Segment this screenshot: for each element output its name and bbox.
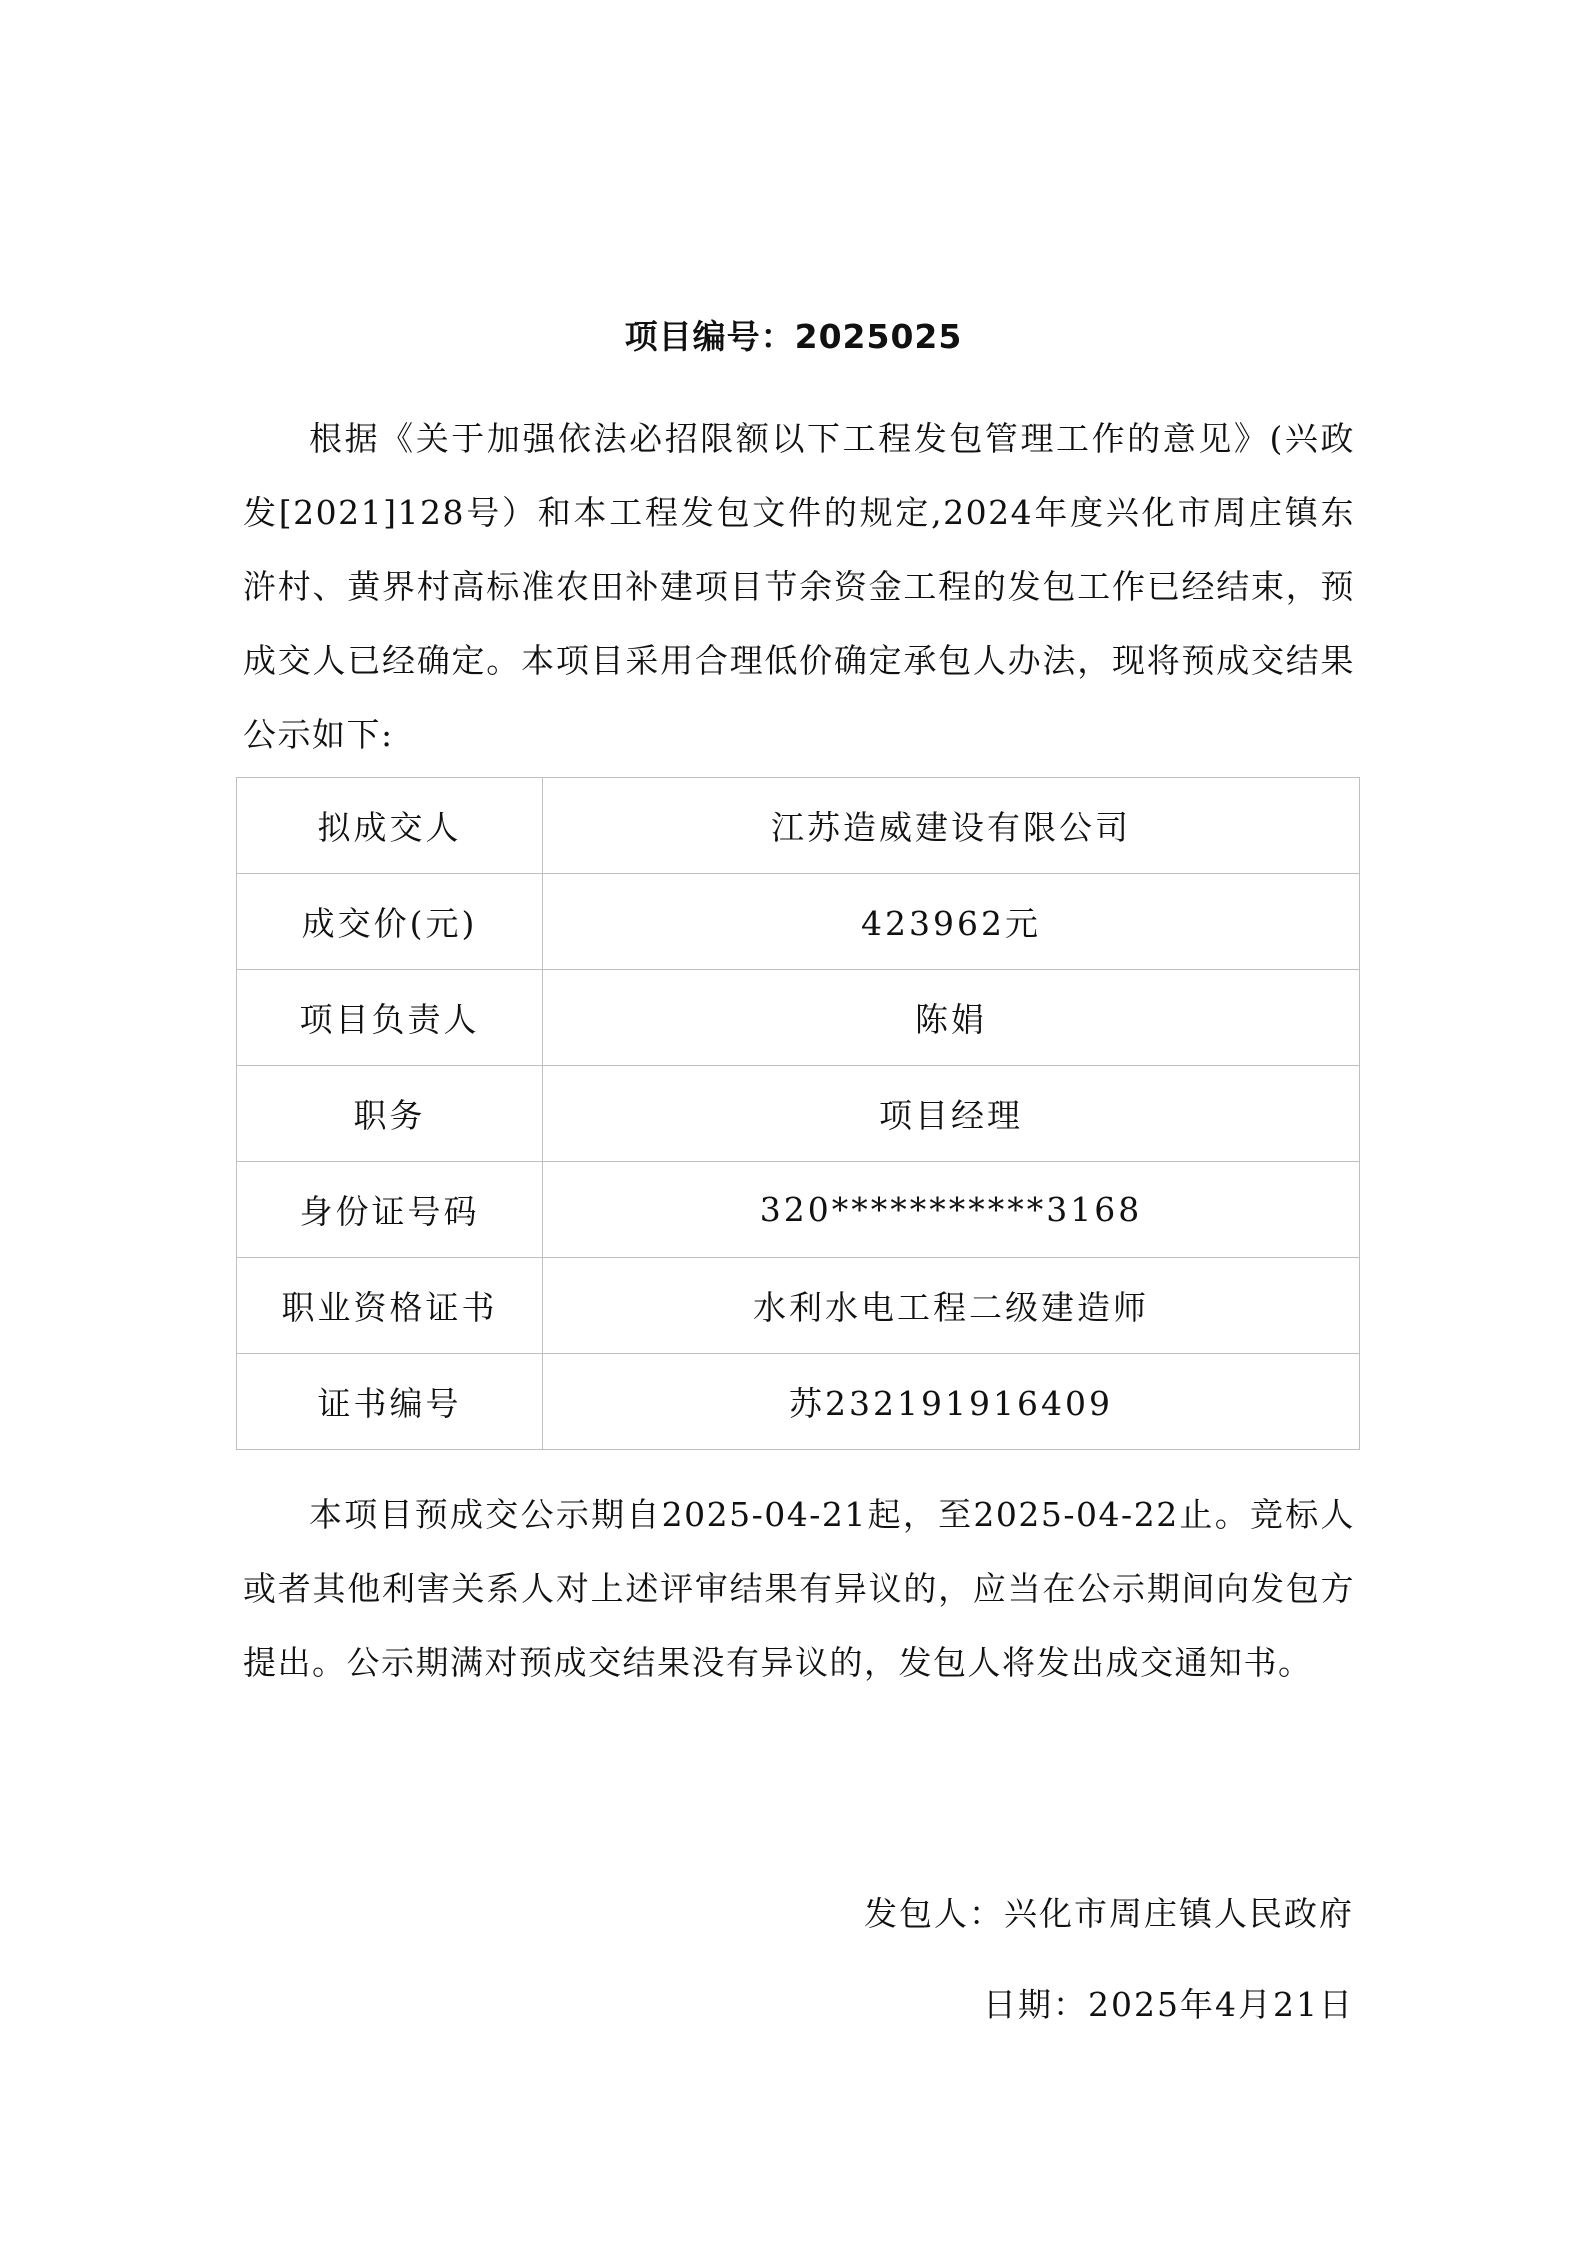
row-value: 陈娟 (543, 970, 1360, 1066)
row-label: 身份证号码 (237, 1162, 543, 1258)
row-value: 江苏造威建设有限公司 (543, 778, 1360, 874)
table-row (237, 970, 1360, 1066)
table-row (237, 1258, 1360, 1354)
row-label: 拟成交人 (237, 778, 543, 874)
intro-paragraph: 根据《关于加强依法必招限额以下工程发包管理工作的意见》(兴政发[2021]128号）和本工程发包文件的规定,2024年度兴化市周庄镇东浒村、黄界村高标准农田补建项目节余资金工程的发包工作已经结束，预成交人已经确定。本项目采用合理低价确定承包人办法，现将预成交结果公示如下: (243, 419, 1355, 754)
row-value: 423962元 (543, 874, 1360, 970)
table-row (237, 1162, 1360, 1258)
row-value: 水利水电工程二级建造师 (543, 1258, 1360, 1354)
row-label: 成交价(元) (237, 874, 543, 970)
row-value: 苏232191916409 (543, 1354, 1360, 1450)
issue-date: 日期：2025年4月21日 (983, 1985, 1354, 2024)
table-row (237, 778, 1360, 874)
row-value: 320***********3168 (543, 1162, 1360, 1258)
issuer-signature: 发包人：兴化市周庄镇人民政府 (864, 1894, 1354, 1933)
row-label: 证书编号 (237, 1354, 543, 1450)
row-label: 职务 (237, 1066, 543, 1162)
row-value: 项目经理 (543, 1066, 1360, 1162)
notice-paragraph: 本项目预成交公示期自2025-04-21起，至2025-04-22止。竞标人或者其他利害关系人对上述评审结果有异议的，应当在公示期间向发包方提出。公示期满对预成交结果没有异议的，发包人将发出成交通知书。 (243, 1495, 1355, 1682)
table-row (237, 1354, 1360, 1450)
result-table (236, 777, 1360, 1450)
page-title: 项目编号：2025025 (624, 317, 963, 356)
table-row (237, 1066, 1360, 1162)
row-label: 职业资格证书 (237, 1258, 543, 1354)
table-row (237, 874, 1360, 970)
row-label: 项目负责人 (237, 970, 543, 1066)
